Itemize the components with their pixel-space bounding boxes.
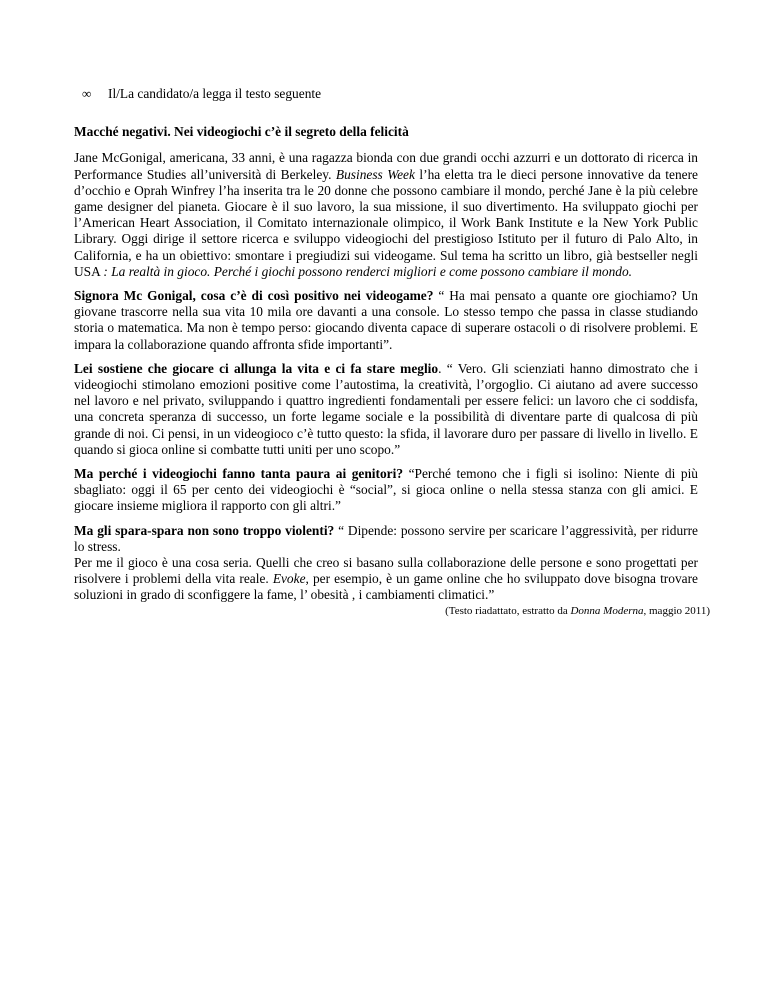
closing-text-part1: Per me il gioco è una cosa seria. Quelli che creo si basano sulla collaborazione delle persone e sono progettati per risolvere i problemi della vita reale. [74, 555, 698, 587]
source-citation [74, 604, 710, 618]
source-suffix: , maggio 2011) [643, 604, 710, 617]
question-4: Ma gli spara-spara non sono troppo violenti? [74, 522, 335, 538]
answer-4: “ Dipende: possono servire per scaricare l’aggressività, per ridurre lo stress. [74, 522, 699, 554]
question-3: Ma perché i videogiochi fanno tanta paura ai genitori? [74, 466, 404, 482]
infinity-bullet-icon: ∞ [82, 86, 92, 101]
answer-2: . “ Vero. Gli scienziati hanno dimostrato che i videogiochi stimolano emozioni positive come l’autostima, la creatività, l’orgoglio. Ci aiutano ad avere successo nel lavoro e nel privato, sviluppando i quattro ingredienti fondamentali per essere felici: un lavoro che ci soddisfa, una concreta speranza di successo, un forte legame sociale e la possibilità di diventare parte di qualcosa di più grande di noi. Ci pensi, in un videogioco c’è tutto questo: la sfida, il lavorare duro per passare di livello in livello. E quando si gioca online si combatte tutti uniti per uno scopo.” [74, 360, 698, 457]
qa-paragraph-4 [74, 523, 698, 555]
qa-paragraph-3 [74, 466, 698, 515]
intro-text-part1: Jane McGonigal, americana, 33 anni, è una ragazza bionda con due grandi occhi azzurri e un dottorato di ricerca in Performance Studies all’università di Berkeley. [74, 150, 698, 182]
intro-paragraph [74, 150, 698, 280]
answer-3: “Perché temono che i figli si isolino: Niente di più sbagliato: oggi il 65 per cento dei videogiochi è “social”, si gioca online o nella stessa stanza con gli amici. E giocare insieme migliora il rapporto con gli altri.” [74, 466, 698, 514]
closing-text-part2: , per esempio, è un game online che ho sviluppato dove bisogna trovare soluzioni in grado di sconfiggere la fame, l’ obesità , i cambiamenti climatici.” [74, 571, 698, 603]
document-page [74, 86, 710, 618]
closing-paragraph [74, 555, 698, 604]
source-prefix: (Testo riadattato, estratto da [445, 604, 571, 617]
qa-paragraph-1 [74, 288, 698, 353]
answer-1: “ Ha mai pensato a quante ore giochiamo? Un giovane trascorre nella sua vita 10 mila ore davanti a una console. Lo stesso tempo che passa in classe studiando storia o matematica. Ma non è tempo perso: giocando diventa capace di superare ostacoli o di risolvere problemi. E impara la collaborazione quando affronta sfide importanti”. [74, 288, 698, 352]
closing-game-name: Evoke [272, 571, 306, 587]
intro-text-part2: l’ha eletta tra le dieci persone innovative da tenere d’occhio e Oprah Winfrey l’ha inserita tra le 20 donne che possono cambiare il mondo, perché Jane è la più celebre game designer del pianeta. Giocare è il suo lavoro, la sua missione, il suo divertimento. Ha sviluppato giochi per l’American Heart Association, il Comitato internazionale olimpico, il Work Bank Institute e la New York Public Library. Oggi dirige il settore ricerca e sviluppo videogiochi del prestigioso Istituto per il futuro di Palo Alto, in California, e ha un obiettivo: smontare i pregiudizi sui videogame. Sul tema ha scritto un libro, già bestseller negli USA [74, 166, 698, 279]
question-1: Signora Mc Gonigal, cosa c’è di così positivo nei videogame? [74, 288, 434, 304]
qa-paragraph-2 [74, 361, 698, 458]
intro-magazine-name: Business Week [335, 166, 415, 182]
intro-book-title: : La realtà in gioco. Perché i giochi possono renderci migliori e come possono cambiare il mondo. [103, 263, 633, 279]
source-magazine: Donna Moderna [570, 604, 644, 617]
instruction-text: Il/La candidato/a legga il testo seguente [108, 86, 322, 101]
question-2: Lei sostiene che giocare ci allunga la vita e ci fa stare meglio [74, 360, 439, 376]
article-title: Macché negativi. Nei videogiochi c’è il segreto della felicità [74, 124, 409, 140]
instruction-line [82, 86, 698, 102]
